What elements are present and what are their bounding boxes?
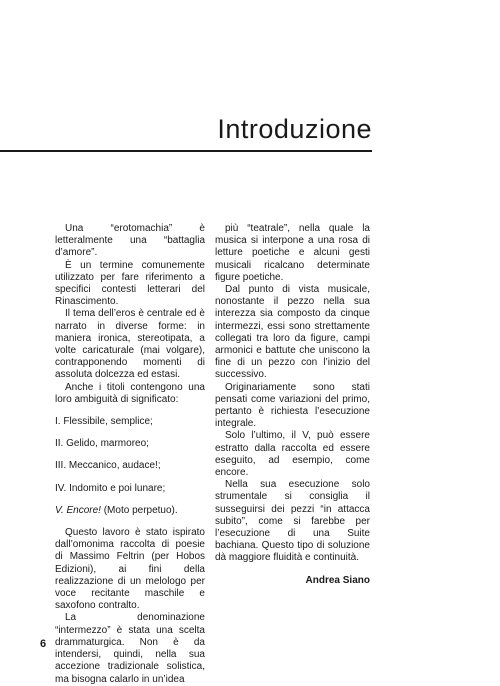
list-item-plain: (Moto perpetuo). <box>100 504 178 516</box>
paragraph: La denominazione “intermezzo” è stata una scelta drammaturgica. Non è da intendersi, quindi, nella sua accezione tradizionale solistica, ma bisogna calarlo in un’idea <box>55 612 205 685</box>
page-title: Introduzione <box>217 114 372 144</box>
right-column <box>215 223 370 587</box>
list-item-italic: V. Encore! <box>55 504 101 516</box>
paragraph: più “teatrale”, nella quale la musica si interpone a una rosa di letture poetiche e alcuni gesti musicali ricalcano determinate figure poetiche. <box>215 223 370 283</box>
list-item <box>55 505 205 517</box>
paragraph: Il tema dell’eros è centrale ed è narrato in diverse forme: in maniera ironica, stereotipata, a volte caricaturale (mai volgare), contrapponendo momenti di assoluta dolcezza ed estasi. <box>55 308 205 381</box>
list-item: IV. Indomito e poi lunare; <box>55 482 166 494</box>
page-number: 6 <box>40 638 47 650</box>
list-item: II. Gelido, marmoreo; <box>55 438 149 450</box>
paragraph: Nella sua esecuzione solo strumentale si consiglia il susseguirsi dei pezzi “in attacca subito”, come si farebbe per l’esecuzione di una Suite bachiana. Questo tipo di soluzione dà maggiore fluidità e continuità. <box>215 479 370 564</box>
paragraph: Anche i titoli contengono una loro ambiguità di significato: <box>55 381 205 405</box>
paragraph: È un termine comunemente utilizzato per fare riferimento a specifici contesti letterari del Rinascimento. <box>55 259 205 308</box>
list-item: III. Meccanico, audace!; <box>55 460 161 472</box>
paragraph: Una “erotomachia” è letteralmente una “battaglia d’amore”. <box>55 223 205 259</box>
author-signature: Andrea Siano <box>305 574 370 586</box>
paragraph: Questo lavoro è stato ispirato dall’omonima raccolta di poesie di Massimo Feltrin (per Hobos Edizioni), ai fini della realizzazione di un melologo per voce recitante maschile e saxofono contralto. <box>55 527 205 612</box>
left-column <box>55 223 205 686</box>
movement-list <box>55 416 205 517</box>
paragraph: Dal punto di vista musicale, nonostante il pezzo nella sua interezza sia composto da cinque intermezzi, essi sono strettamente collegati tra loro da figure, campi armonici e battute che uniscono la fine di un pezzo con l’inizio del successivo. <box>215 284 370 381</box>
title-rule <box>0 150 372 152</box>
paragraph: Solo l’ultimo, il V, può essere estratto dalla raccolta ed essere eseguito, ad esempio, come encore. <box>215 430 370 479</box>
list-item: I. Flessibile, semplice; <box>55 416 153 428</box>
paragraph: Originariamente sono stati pensati come variazioni del primo, pertanto è richiesta l’esecuzione integrale. <box>215 381 370 430</box>
